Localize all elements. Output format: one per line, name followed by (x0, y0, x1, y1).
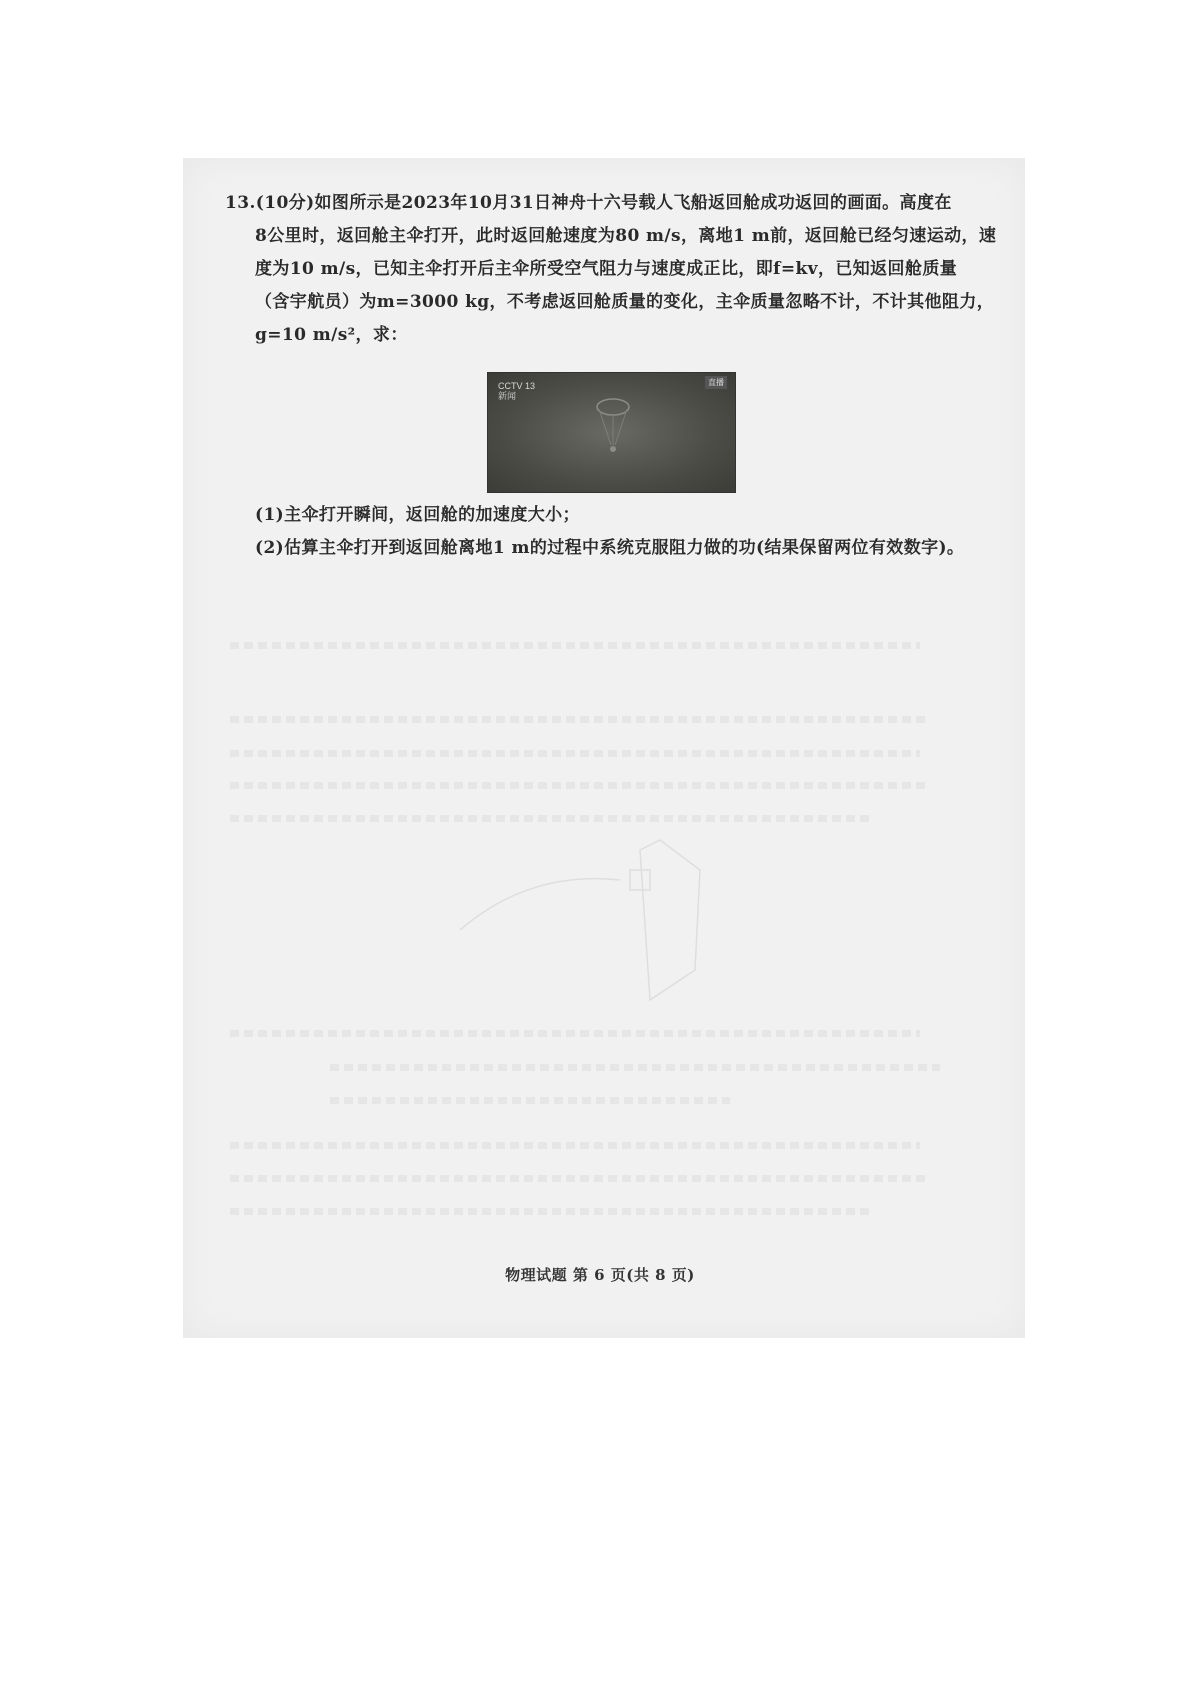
bleed-through-line (230, 1142, 920, 1149)
page-footer: 物理试题 第 6 页(共 8 页) (505, 1266, 695, 1284)
bleed-through-line (230, 716, 930, 723)
tv-channel-logo-text: CCTV 13 (498, 381, 536, 391)
capsule-landing-photo (487, 372, 736, 493)
question-line-2: 8公里时，返回舱主伞打开，此时返回舱速度为80 m/s，离地1 m前，返回舱已经匀速运动，速 (255, 226, 997, 246)
question-line-1: 13.(10分)如图所示是2023年10月31日神舟十六号载人飞船返回舱成功返回的画面。高度在 (225, 193, 952, 213)
sub-question-2: (2)估算主伞打开到返回舱离地1 m的过程中系统克服阻力做的功(结果保留两位有效数字)。 (255, 538, 965, 558)
bleed-through-line (230, 1030, 920, 1037)
bleed-through-line (230, 1208, 870, 1215)
bleed-through-line (230, 782, 930, 789)
parachute-silhouette-icon (488, 373, 735, 492)
question-line-3: 度为10 m/s，已知主伞打开后主伞所受空气阻力与速度成正比，即f=kv，已知返回舱质量 (255, 259, 958, 279)
bleed-through-line (230, 750, 920, 757)
bleed-through-figure (450, 830, 750, 1010)
bleed-through-line (330, 1064, 940, 1071)
live-badge: 直播 (705, 376, 727, 389)
question-line-5: g=10 m/s²，求： (255, 325, 408, 345)
bleed-through-line (230, 642, 920, 649)
tv-channel-sub-text: 新闻 (498, 391, 517, 401)
bleed-through-line (330, 1097, 730, 1104)
bleed-through-line (230, 1175, 930, 1182)
bleed-through-line (230, 815, 870, 822)
question-line-4: （含宇航员）为m=3000 kg，不考虑返回舱质量的变化，主伞质量忽略不计，不计其他阻力， (255, 292, 995, 312)
sub-question-1: (1)主伞打开瞬间，返回舱的加速度大小； (255, 505, 580, 525)
